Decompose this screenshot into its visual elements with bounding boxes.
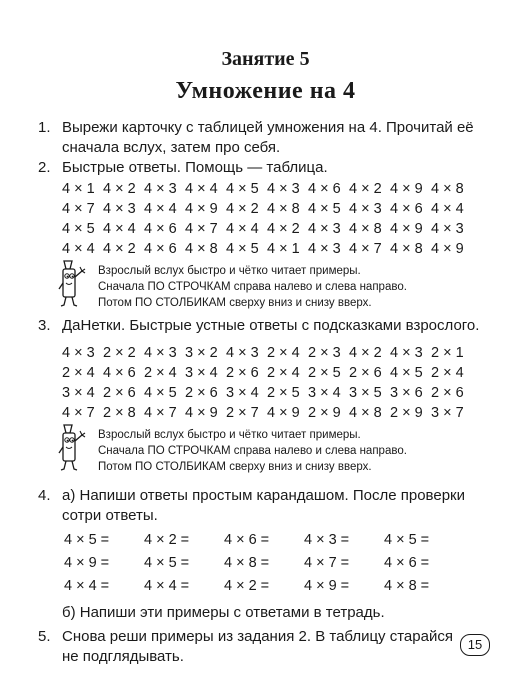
example-cell: 3 × 6 xyxy=(390,385,423,401)
example-cell: 3 × 5 xyxy=(349,385,382,401)
task-2-text: Быстрые ответы. Помощь — таблица. xyxy=(62,159,328,176)
grid-row xyxy=(62,403,482,423)
example-cell: 4 × 8 xyxy=(390,241,423,257)
example-cell: 4 × 1 xyxy=(62,181,95,197)
example-cell: 4 × 7 xyxy=(62,201,95,217)
example-cell: 2 × 9 xyxy=(390,405,423,421)
example-cell: 4 × 9 xyxy=(390,181,423,197)
example-cell: 2 × 4 xyxy=(144,365,177,381)
grid-row xyxy=(62,199,482,219)
grid-row xyxy=(62,219,482,239)
lesson-number: Занятие 5 xyxy=(221,48,310,70)
example-cell: 3 × 7 xyxy=(431,405,464,421)
task-2-hint-line-1: Взрослый вслух быстро и чётко читает примеры. xyxy=(98,265,361,277)
answer-row xyxy=(64,552,484,574)
example-cell: 4 × 8 xyxy=(349,221,382,237)
example-cell: 4 × 6 xyxy=(308,181,341,197)
example-cell: 4 × 9 xyxy=(185,405,218,421)
answer-example: 4 × 2 = xyxy=(224,578,270,594)
task-2-hint-line-3: Потом ПО СТОЛБИКАМ сверху вниз и снизу вверх. xyxy=(98,297,372,309)
lesson-title: Умножение на 4 xyxy=(175,78,356,104)
answer-example: 4 × 6 = xyxy=(224,532,270,548)
example-cell: 4 × 2 xyxy=(349,181,382,197)
example-cell: 4 × 8 xyxy=(431,181,464,197)
example-cell: 2 × 6 xyxy=(103,385,136,401)
pencil-mascot-icon xyxy=(58,259,92,311)
task-3-number: 3. xyxy=(38,317,51,334)
answer-row xyxy=(64,529,484,551)
task-2-number: 2. xyxy=(38,159,51,176)
task-2-hint-line-2: Сначала ПО СТРОЧКАМ справа налево и слева направо. xyxy=(98,281,407,293)
example-cell: 4 × 4 xyxy=(62,241,95,257)
task-3-text: ДаНетки. Быстрые устные ответы с подсказками взрослого. xyxy=(62,317,480,334)
example-cell: 2 × 9 xyxy=(308,405,341,421)
grid-row xyxy=(62,363,482,383)
example-cell: 4 × 4 xyxy=(144,201,177,217)
example-cell: 4 × 3 xyxy=(390,345,423,361)
example-cell: 4 × 2 xyxy=(267,221,300,237)
answer-example: 4 × 5 = xyxy=(384,532,430,548)
example-cell: 4 × 3 xyxy=(308,241,341,257)
example-cell: 4 × 5 xyxy=(226,241,259,257)
answer-row xyxy=(64,575,484,597)
task-5-text-line-1: Снова реши примеры из задания 2. В таблицу старайся xyxy=(62,628,453,645)
example-cell: 4 × 4 xyxy=(185,181,218,197)
task-4a-text-line-2: сотри ответы. xyxy=(62,507,158,524)
example-cell: 2 × 1 xyxy=(431,345,464,361)
example-cell: 4 × 3 xyxy=(144,181,177,197)
answer-example: 4 × 4 = xyxy=(64,578,110,594)
example-cell: 4 × 7 xyxy=(349,241,382,257)
example-cell: 4 × 9 xyxy=(267,405,300,421)
example-cell: 2 × 4 xyxy=(62,365,95,381)
task-4b-text: б) Напиши эти примеры с ответами в тетрадь. xyxy=(62,604,385,621)
task-4-number: 4. xyxy=(38,487,51,504)
task-5-number: 5. xyxy=(38,628,51,645)
example-cell: 4 × 4 xyxy=(103,221,136,237)
example-cell: 4 × 5 xyxy=(390,365,423,381)
task-3-hint-line-3: Потом ПО СТОЛБИКАМ сверху вниз и снизу вверх. xyxy=(98,461,372,473)
example-cell: 2 × 2 xyxy=(103,345,136,361)
example-cell: 3 × 4 xyxy=(62,385,95,401)
example-cell: 4 × 3 xyxy=(226,345,259,361)
example-cell: 4 × 2 xyxy=(103,241,136,257)
example-cell: 2 × 3 xyxy=(308,345,341,361)
answer-example: 4 × 8 = xyxy=(384,578,430,594)
example-cell: 4 × 6 xyxy=(144,241,177,257)
example-cell: 2 × 8 xyxy=(103,405,136,421)
task-4a-text-line-1: а) Напиши ответы простым карандашом. После проверки xyxy=(62,487,465,504)
example-cell: 2 × 4 xyxy=(267,345,300,361)
example-cell: 4 × 8 xyxy=(267,201,300,217)
example-cell: 4 × 5 xyxy=(226,181,259,197)
answer-example: 4 × 2 = xyxy=(144,532,190,548)
example-cell: 4 × 2 xyxy=(103,181,136,197)
task-1-number: 1. xyxy=(38,119,51,136)
example-cell: 4 × 3 xyxy=(144,345,177,361)
example-cell: 2 × 6 xyxy=(349,365,382,381)
task-1-text-line-2: сначала вслух, затем про себя. xyxy=(62,139,281,156)
answer-example: 4 × 4 = xyxy=(144,578,190,594)
example-cell: 2 × 6 xyxy=(185,385,218,401)
example-cell: 3 × 2 xyxy=(185,345,218,361)
example-cell: 4 × 6 xyxy=(144,221,177,237)
example-cell: 2 × 5 xyxy=(267,385,300,401)
answer-example: 4 × 3 = xyxy=(304,532,350,548)
example-cell: 4 × 4 xyxy=(226,221,259,237)
example-cell: 4 × 8 xyxy=(349,405,382,421)
task-3-hint-line-1: Взрослый вслух быстро и чётко читает примеры. xyxy=(98,429,361,441)
example-cell: 4 × 9 xyxy=(390,221,423,237)
example-cell: 4 × 4 xyxy=(431,201,464,217)
example-cell: 4 × 8 xyxy=(185,241,218,257)
example-cell: 4 × 3 xyxy=(431,221,464,237)
example-cell: 4 × 7 xyxy=(185,221,218,237)
example-cell: 2 × 4 xyxy=(267,365,300,381)
example-cell: 3 × 4 xyxy=(308,385,341,401)
answer-example: 4 × 5 = xyxy=(64,532,110,548)
answer-example: 4 × 9 = xyxy=(304,578,350,594)
example-cell: 4 × 7 xyxy=(144,405,177,421)
example-cell: 4 × 5 xyxy=(308,201,341,217)
answer-example: 4 × 7 = xyxy=(304,555,350,571)
example-cell: 4 × 3 xyxy=(62,345,95,361)
example-cell: 4 × 7 xyxy=(62,405,95,421)
example-cell: 2 × 5 xyxy=(308,365,341,381)
grid-row xyxy=(62,343,482,363)
example-cell: 3 × 4 xyxy=(226,385,259,401)
example-cell: 4 × 9 xyxy=(185,201,218,217)
example-cell: 4 × 1 xyxy=(267,241,300,257)
answer-example: 4 × 5 = xyxy=(144,555,190,571)
example-cell: 2 × 7 xyxy=(226,405,259,421)
task-5-text-line-2: не подглядывать. xyxy=(62,648,184,665)
example-cell: 4 × 5 xyxy=(144,385,177,401)
task-1-text-line-1: Вырежи карточку с таблицей умножения на 4. Прочитай её xyxy=(62,119,474,136)
answer-example: 4 × 9 = xyxy=(64,555,110,571)
grid-row xyxy=(62,383,482,403)
example-cell: 2 × 6 xyxy=(226,365,259,381)
grid-row xyxy=(62,239,482,259)
example-cell: 4 × 5 xyxy=(62,221,95,237)
example-cell: 4 × 9 xyxy=(431,241,464,257)
example-cell: 4 × 3 xyxy=(267,181,300,197)
example-cell: 4 × 3 xyxy=(308,221,341,237)
example-cell: 4 × 2 xyxy=(349,345,382,361)
answer-example: 4 × 8 = xyxy=(224,555,270,571)
example-cell: 2 × 6 xyxy=(431,385,464,401)
task-3-hint-line-2: Сначала ПО СТРОЧКАМ справа налево и слева направо. xyxy=(98,445,407,457)
example-cell: 4 × 3 xyxy=(349,201,382,217)
example-cell: 2 × 4 xyxy=(431,365,464,381)
page-number: 15 xyxy=(460,634,490,656)
example-cell: 4 × 6 xyxy=(390,201,423,217)
example-cell: 3 × 4 xyxy=(185,365,218,381)
example-cell: 4 × 6 xyxy=(103,365,136,381)
example-cell: 4 × 3 xyxy=(103,201,136,217)
pencil-mascot-icon xyxy=(58,423,92,475)
answer-example: 4 × 6 = xyxy=(384,555,430,571)
example-cell: 4 × 2 xyxy=(226,201,259,217)
grid-row xyxy=(62,179,482,199)
